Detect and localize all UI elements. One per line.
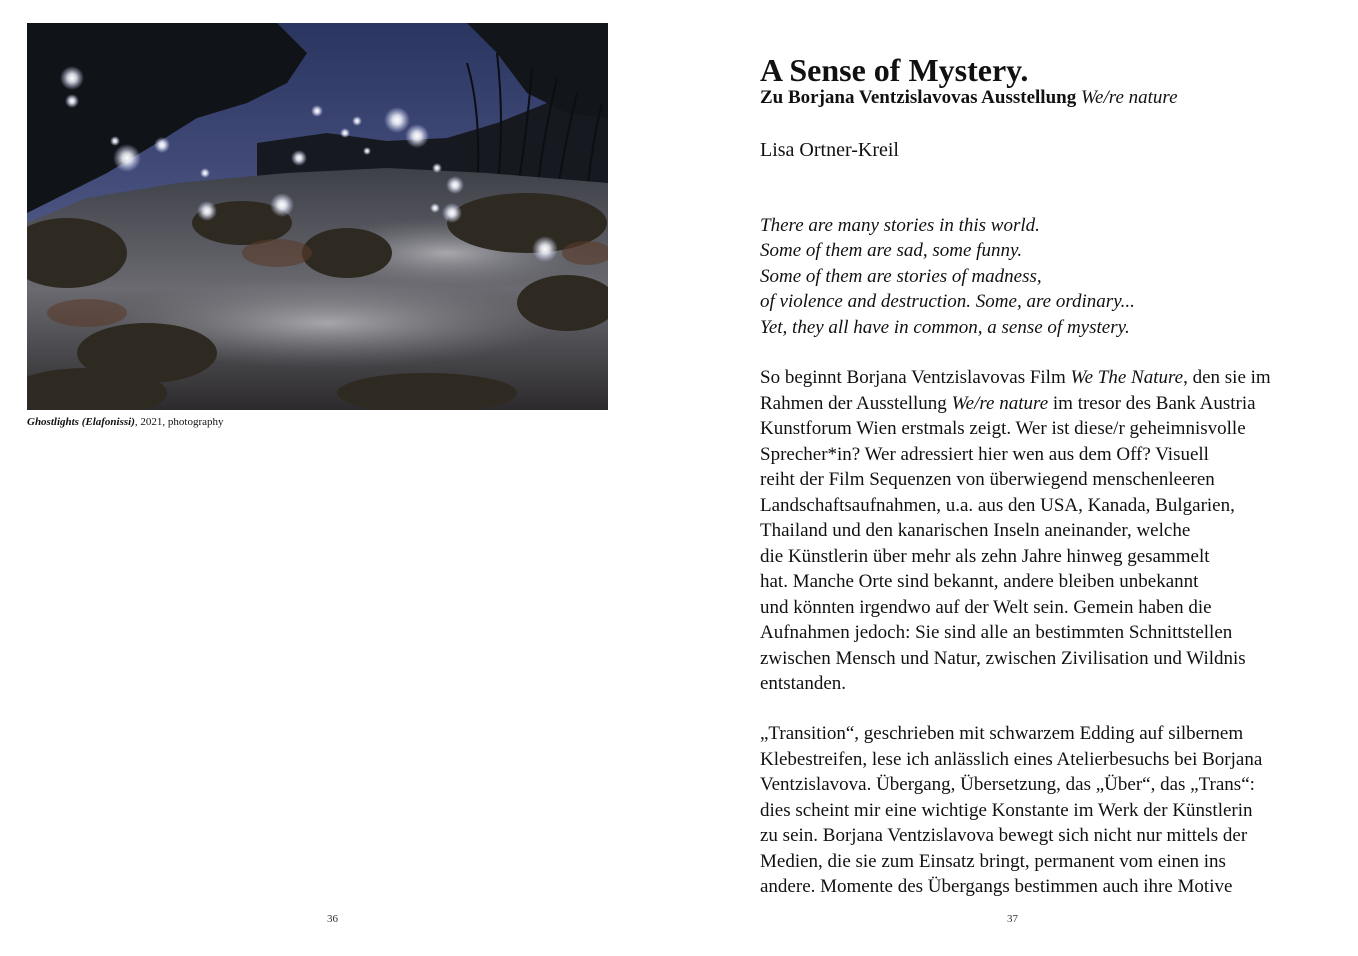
text-line: Sprecher*in? Wer adressiert hier wen aus dem Off? Visuell bbox=[760, 443, 1209, 465]
text-line: andere. Momente des Übergangs bestimmen auch ihre Motive bbox=[760, 876, 1233, 897]
text-line: und könnten irgendwo auf der Welt sein. Gemein haben die bbox=[760, 596, 1212, 618]
text-line bbox=[760, 391, 1271, 417]
text-line: Ventzislavova. Übergang, Übersetzung, das „Über“, das „Trans“: bbox=[760, 774, 1255, 795]
exhibition-title: We/re nature bbox=[951, 392, 1049, 414]
text-segment: , den sie im bbox=[1183, 367, 1271, 388]
poem-line: of violence and destruction. Some, are ordinary... bbox=[760, 291, 1135, 313]
text-line: Kunstforum Wien erstmals zeigt. Wer ist diese/r geheimnisvolle bbox=[760, 418, 1246, 439]
poem-line: Yet, they all have in common, a sense of mystery. bbox=[760, 316, 1130, 338]
author: Lisa Ortner-Kreil bbox=[760, 139, 899, 161]
poem-line: Some of them are sad, some funny. bbox=[760, 240, 1023, 262]
text-line: dies scheint mir eine wichtige Konstante im Werk der Künstlerin bbox=[760, 799, 1253, 821]
text-line: Thailand und den kanarischen Inseln aneinander, welche bbox=[760, 520, 1191, 541]
article-title: A Sense of Mystery. bbox=[760, 52, 1029, 88]
page-number-left: 36 bbox=[327, 913, 338, 925]
caption-details: , 2021, photography bbox=[134, 416, 224, 428]
subtitle-text: Zu Borjana Ventzislavovas Ausstellung bbox=[760, 87, 1077, 108]
body-paragraph-1 bbox=[760, 365, 1271, 697]
page-number-right: 37 bbox=[1007, 913, 1018, 925]
text-line bbox=[760, 365, 1271, 391]
body-paragraph-2 bbox=[760, 721, 1262, 900]
text-segment: So beginnt Borjana Ventzislavovas Film bbox=[760, 367, 1071, 388]
text-line: Klebestreifen, lese ich anlässlich eines Atelierbesuchs bei Borjana bbox=[760, 748, 1263, 770]
text-line: zwischen Mensch und Natur, zwischen Zivilisation und Wildnis bbox=[760, 647, 1246, 669]
text-segment: im tresor des Bank Austria bbox=[1048, 392, 1256, 414]
text-line: Medien, die sie zum Einsatz bringt, permanent vom einen ins bbox=[760, 850, 1226, 872]
text-line: Landschaftsaufnahmen, u.a. aus den USA, Kanada, Bulgarien, bbox=[760, 494, 1235, 516]
film-title: We The Nature bbox=[1070, 367, 1184, 388]
text-segment: Rahmen der Ausstellung bbox=[760, 392, 952, 414]
article-subtitle bbox=[760, 86, 1178, 110]
text-line: zu sein. Borjana Ventzislavova bewegt sich nicht nur mittels der bbox=[760, 825, 1248, 846]
subtitle-exhibition: We/re nature bbox=[1080, 87, 1178, 108]
text-line: hat. Manche Orte sind bekannt, andere bleiben unbekannt bbox=[760, 571, 1199, 592]
poem-quote bbox=[760, 213, 1135, 340]
photo-caption bbox=[27, 415, 224, 429]
poem-line: Some of them are stories of madness, bbox=[760, 265, 1042, 287]
ghostlights-photo bbox=[27, 23, 608, 410]
text-line: „Transition“, geschrieben mit schwarzem Edding auf silbernem bbox=[760, 723, 1244, 744]
text-line: Aufnahmen jedoch: Sie sind alle an bestimmten Schnittstellen bbox=[760, 622, 1233, 643]
text-line: die Künstlerin über mehr als zehn Jahre hinweg gesammelt bbox=[760, 545, 1210, 567]
text-line: reiht der Film Sequenzen von überwiegend menschenleeren bbox=[760, 469, 1215, 490]
caption-title: Ghostlights (Elafonissi) bbox=[27, 416, 135, 428]
text-line: entstanden. bbox=[760, 673, 847, 694]
poem-line: There are many stories in this world. bbox=[760, 215, 1040, 236]
